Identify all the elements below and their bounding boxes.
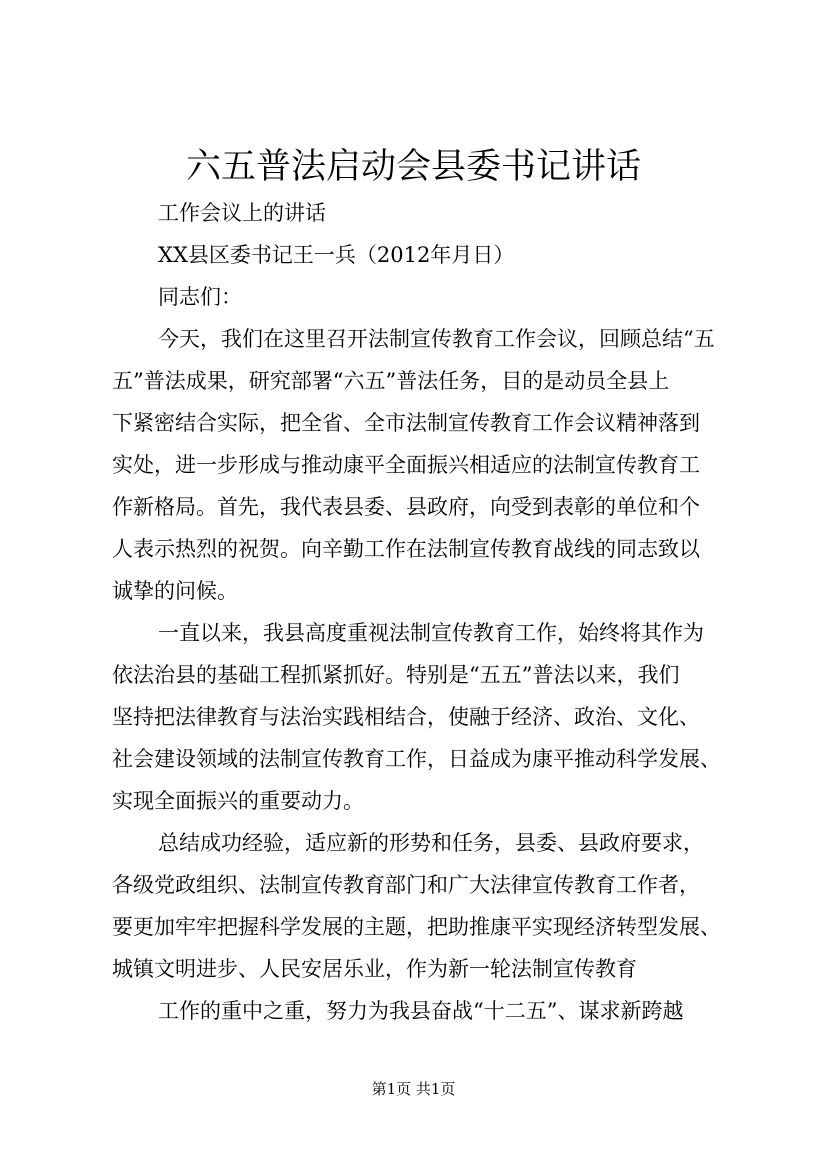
paragraph-1 — [112, 318, 752, 612]
page-footer: 第1页 共1页 — [371, 1080, 456, 1098]
paragraph-line: 依法治县的基础工程抓紧抓好。特别是“五五”普法以来，我们 — [112, 663, 680, 687]
paragraph-2 — [112, 612, 752, 822]
document-body — [112, 192, 752, 1032]
paragraph-4 — [112, 990, 752, 1032]
paragraph-line: 坚持把法律教育与法治实践相结合，使融于经济、政治、文化、 — [112, 705, 700, 729]
paragraph-3 — [112, 822, 752, 990]
salutation: 同志们： — [158, 285, 242, 309]
paragraph-line: 要更加牢牢把握科学发展的主题，把助推康平实现经济转型发展、 — [112, 915, 721, 939]
paragraph-line: 工作的重中之重，努力为我县奋战“十二五”、谋求新跨越 — [158, 999, 684, 1023]
document-title: 六五普法启动会县委书记讲话 — [185, 147, 641, 187]
author-line: XX县区委书记王一兵（2012年月日） — [158, 243, 515, 267]
paragraph-line: 今天，我们在这里召开法制宣传教育工作会议，回顾总结“五 — [158, 327, 715, 351]
paragraph-line: 诚挚的问候。 — [112, 579, 238, 603]
paragraph-line: 实现全面振兴的重要动力。 — [112, 789, 364, 813]
paragraph-line: 人表示热烈的祝贺。向辛勤工作在法制宣传教育战线的同志致以 — [112, 537, 700, 561]
paragraph-line: 城镇文明进步、人民安居乐业，作为新一轮法制宣传教育 — [112, 957, 637, 981]
paragraph-line: 各级党政组织、法制宣传教育部门和广大法律宣传教育工作者， — [112, 873, 700, 897]
paragraph-line: 社会建设领域的法制宣传教育工作，日益成为康平推动科学发展、 — [112, 747, 721, 771]
paragraph-line: 五”普法成果，研究部署“六五”普法任务，目的是动员全县上 — [112, 369, 670, 393]
paragraph-line: 实处，进一步形成与推动康平全面振兴相适应的法制宣传教育工 — [112, 453, 700, 477]
paragraph-line: 一直以来，我县高度重视法制宣传教育工作，始终将其作为 — [158, 621, 704, 645]
paragraph-line: 下紧密结合实际，把全省、全市法制宣传教育工作会议精神落到 — [112, 411, 700, 435]
subtitle: 工作会议上的讲话 — [158, 201, 326, 225]
paragraph-line: 作新格局。首先，我代表县委、县政府，向受到表彰的单位和个 — [112, 495, 700, 519]
paragraph-line: 总结成功经验，适应新的形势和任务，县委、县政府要求， — [158, 831, 704, 855]
